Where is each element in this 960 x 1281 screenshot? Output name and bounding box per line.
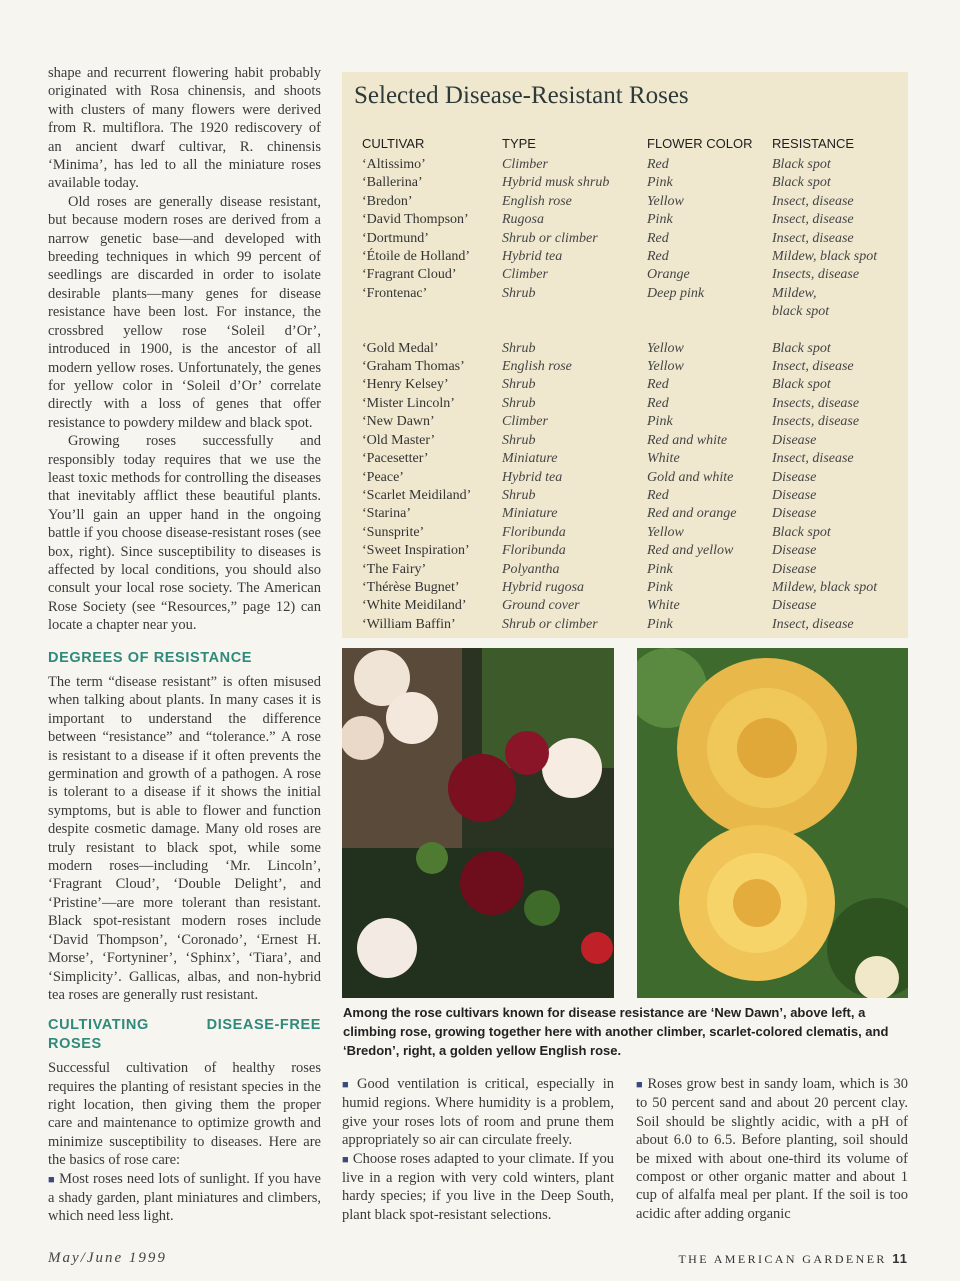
table-row xyxy=(362,230,902,248)
resistance-cell: Disease xyxy=(772,469,817,485)
cultivar-cell: ‘Gold Medal’ xyxy=(362,340,439,356)
resistance-cell: Disease xyxy=(772,432,817,448)
cultivar-cell: ‘White Meidiland’ xyxy=(362,598,467,614)
color-cell: Pink xyxy=(647,414,673,430)
color-cell: Red xyxy=(647,377,669,393)
magazine-name: THE AMERICAN GARDENER xyxy=(678,1252,887,1266)
color-cell: Yellow xyxy=(647,340,684,356)
cultivar-cell: ‘David Thompson’ xyxy=(362,212,469,228)
bullet-text: Roses grow best in sandy loam, which is 30 to 50 percent sand and about 20 percent clay. Soil should be slightly acidic, with a pH of about 6.0 to 6.5. Before planting, soil should be mixed with about one-third its volume of compost or other organic matter and about 1 cup of alfalfa meal per plant. If the soil is too acidic after adding organic xyxy=(636,1076,908,1222)
roses-table xyxy=(362,136,902,634)
cultivar-cell: ‘Graham Thomas’ xyxy=(362,359,465,375)
section-heading-cultivating: CULTIVATING DISEASE-FREE ROSES xyxy=(48,1017,321,1052)
resistance-cell: Insect, disease xyxy=(772,359,854,375)
color-cell: White xyxy=(647,598,680,614)
type-cell: English rose xyxy=(502,193,572,209)
type-cell: Climber xyxy=(502,267,548,283)
table-row xyxy=(362,524,902,542)
color-cell: Pink xyxy=(647,212,673,228)
cultivar-cell: ‘Old Master’ xyxy=(362,432,436,448)
color-cell: Red xyxy=(647,249,669,265)
bullet-paragraph xyxy=(48,1170,321,1226)
bullet-paragraph xyxy=(342,1150,614,1225)
cultivar-cell: ‘Peace’ xyxy=(362,469,404,485)
type-cell: English rose xyxy=(502,359,572,375)
resistance-cell: Mildew, black spot xyxy=(772,579,878,595)
color-cell: Red and yellow xyxy=(647,543,734,559)
cultivar-cell: ‘Sweet Inspiration’ xyxy=(362,543,470,559)
table-row xyxy=(362,358,902,376)
table-header-row xyxy=(362,136,902,156)
bullet-icon: ■ xyxy=(48,1173,56,1186)
type-cell: Floribunda xyxy=(502,524,566,540)
type-cell: Hybrid rugosa xyxy=(502,579,585,595)
table-row xyxy=(362,432,902,450)
column-header: RESISTANCE xyxy=(772,136,855,151)
resistance-cell: Black spot xyxy=(772,340,831,356)
type-cell: Hybrid tea xyxy=(502,469,563,485)
table-row xyxy=(362,211,902,229)
type-cell: Floribunda xyxy=(502,543,566,559)
table-row xyxy=(362,561,902,579)
resistance-line: Mildew, xyxy=(772,285,817,301)
cultivar-cell: ‘Scarlet Meidiland’ xyxy=(362,487,472,503)
table-body-b xyxy=(362,340,902,635)
type-cell: Shrub or climber xyxy=(502,230,598,246)
resistance-cell: Insects, disease xyxy=(772,267,860,283)
color-cell: Red xyxy=(647,157,669,172)
type-cell: Shrub xyxy=(502,432,536,448)
cultivar-cell: ‘Étoile de Holland’ xyxy=(362,249,471,265)
table-row xyxy=(362,340,902,358)
cultivar-cell: ‘Pacesetter’ xyxy=(362,451,429,467)
cultivar-cell: ‘Dortmund’ xyxy=(362,230,429,246)
cultivar-cell: ‘Thérèse Bugnet’ xyxy=(362,579,460,595)
color-cell: Deep pink xyxy=(647,285,705,301)
type-cell: Hybrid tea xyxy=(502,249,563,265)
color-cell: Yellow xyxy=(647,359,684,375)
table-row xyxy=(362,266,902,284)
bullet-text: Most roses need lots of sunlight. If you have a shady garden, plant miniatures and climbers, which need less light. xyxy=(48,1170,321,1225)
resistance-cell: Insect, disease xyxy=(772,193,854,209)
type-cell: Polyantha xyxy=(502,561,560,577)
resistance-cell: Black spot xyxy=(772,175,831,191)
type-cell: Shrub xyxy=(502,395,536,411)
paragraph: The term “disease resistant” is often misused when talking about plants. In many cases it is important to understand the difference between “resistance” and “tolerance.” A rose is resistant to a disease if it often prevents the germination and growth of a pathogen. A rose is tolerant to a disease if it shows the initial symptoms, but is able to flower and function despite cosmetic damage. Many old roses are truly resistant to black spot, while some modern roses—including ‘Mr. Lincoln’, ‘Fragrant Cloud’, ‘Double Delight’, and ‘Pristine’—are more tolerant than resistant. Black spot-resistant modern roses include ‘David Thompson’, ‘Coronado’, ‘Ernest H. Morse’, ‘Fortyniner’, ‘Sphinx’, ‘Tiara’, and ‘Simplicity’. Gallicas, albas, and non-hybrid tea roses are generally rust resistant. xyxy=(48,674,321,1003)
rose-clematis-image xyxy=(342,648,614,998)
cultivar-cell: ‘Frontenac’ xyxy=(362,285,428,301)
cultivar-cell: ‘Ballerina’ xyxy=(362,175,423,191)
page-number: 11 xyxy=(892,1251,908,1266)
resistance-cell: Insects, disease xyxy=(772,395,860,411)
color-cell: White xyxy=(647,451,680,467)
sidebar-title: Selected Disease-Resistant Roses xyxy=(354,82,689,109)
resistance-cell: Insect, disease xyxy=(772,212,854,228)
type-cell: Shrub xyxy=(502,340,536,356)
color-cell: Pink xyxy=(647,616,673,632)
color-cell: Gold and white xyxy=(647,469,734,485)
table-row xyxy=(362,248,902,266)
color-cell: Red xyxy=(647,395,669,411)
table-body-frontenac xyxy=(362,285,902,340)
type-cell: Climber xyxy=(502,414,548,430)
type-cell: Shrub xyxy=(502,285,536,301)
cultivar-cell: ‘The Fairy’ xyxy=(362,561,427,577)
table-row xyxy=(362,285,902,322)
resistance-cell: Insect, disease xyxy=(772,616,854,632)
resistance-cell: Insects, disease xyxy=(772,414,860,430)
bullet-text: Good ventilation is critical, especially in humid regions. Where humidity is a problem, give your roses lots of room and prune them appropriately so air can circulate freely. xyxy=(342,1076,614,1149)
bullet-paragraph xyxy=(342,1075,614,1150)
type-cell: Miniature xyxy=(502,451,558,467)
resistance-cell: Black spot xyxy=(772,157,831,172)
type-cell: Miniature xyxy=(502,506,558,522)
table-row xyxy=(362,450,902,468)
bullet-icon: ■ xyxy=(636,1079,644,1091)
footer-date: May/June 1999 xyxy=(48,1250,167,1266)
table-row xyxy=(362,597,902,615)
table-row xyxy=(362,487,902,505)
bullet-icon: ■ xyxy=(342,1079,354,1091)
cultivar-cell: ‘Starina’ xyxy=(362,506,411,522)
color-cell: Red and orange xyxy=(647,506,737,522)
type-cell: Climber xyxy=(502,157,548,172)
color-cell: Yellow xyxy=(647,193,684,209)
table-row xyxy=(362,579,902,597)
type-cell: Shrub xyxy=(502,487,536,503)
sidebar-box xyxy=(342,72,908,638)
table-row xyxy=(362,395,902,413)
resistance-cell: Mildew, black spot xyxy=(772,249,878,265)
middle-column xyxy=(342,1075,614,1224)
bullet-text: Choose roses adapted to your climate. If you live in a region with very cold winters, plant hardy species; if you live in the Deep South, plant black spot-resistant selections. xyxy=(342,1150,614,1223)
table-row xyxy=(362,376,902,394)
table-row xyxy=(362,469,902,487)
right-column xyxy=(636,1075,908,1223)
color-cell: Red xyxy=(647,487,669,503)
resistance-cell: Disease xyxy=(772,598,817,614)
paragraph: Old roses are generally disease resistant, but because modern roses are derived from a narrow genetic base—and developed with breeding techniques in which 99 percent of seedlings are discarded in order to isolate desirable plants—many genes for disease resistance have been lost. For instance, the crossbred yellow rose ‘Soleil d’Or’, introduced in 1900, is the ancestor of all modern yellow roses. Unfortunately, the genes for yellow color in ‘Soleil d’Or’ correlate directly with a loss of genes that offer resistance to powdery mildew and black spot. xyxy=(48,193,321,431)
color-cell: Yellow xyxy=(647,524,684,540)
cultivar-cell: ‘William Baffin’ xyxy=(362,616,456,632)
table-row xyxy=(362,505,902,523)
table-spacer xyxy=(362,322,902,340)
resistance-cell: Insect, disease xyxy=(772,230,854,246)
resistance-cell: Disease xyxy=(772,543,817,559)
left-column xyxy=(48,64,321,1226)
resistance-cell xyxy=(772,285,902,322)
table-row xyxy=(362,413,902,431)
type-cell: Shrub xyxy=(502,377,536,393)
color-cell: Pink xyxy=(647,561,673,577)
photo-caption: Among the rose cultivars known for disease resistance are ‘New Dawn’, above left, a climbing rose, growing together here with another climber, scarlet-colored clematis, and ‘Bredon’, right, a golden yellow English rose. xyxy=(343,1005,889,1058)
color-cell: Pink xyxy=(647,175,673,191)
cultivar-cell: ‘Mister Lincoln’ xyxy=(362,395,455,411)
type-cell: Hybrid musk shrub xyxy=(502,175,610,191)
column-header: TYPE xyxy=(502,136,536,151)
column-header: FLOWER COLOR xyxy=(647,136,753,151)
section-heading-degrees: DEGREES OF RESISTANCE xyxy=(48,649,253,666)
cultivar-cell: ‘Fragrant Cloud’ xyxy=(362,267,457,283)
color-cell: Red xyxy=(647,230,669,246)
yellow-rose-image xyxy=(637,648,908,998)
column-header: CULTIVAR xyxy=(362,136,425,151)
paragraph: shape and recurrent flowering habit probably originated with Rosa chinensis, and shoots with clusters of many flowers were derived from R. multiflora. The 1920 rediscovery of an ancient dwarf cultivar, R. chinensis ‘Minima’, has led to all the miniature roses available today. xyxy=(48,65,321,192)
cultivar-cell: ‘Bredon’ xyxy=(362,193,413,209)
photo-bredon xyxy=(637,648,908,998)
footer-publication xyxy=(678,1251,908,1267)
table-row xyxy=(362,616,902,634)
cultivar-cell: ‘Henry Kelsey’ xyxy=(362,377,449,393)
color-cell: Orange xyxy=(647,267,690,283)
resistance-cell: Disease xyxy=(772,506,817,522)
paragraph: Successful cultivation of healthy roses requires the planting of resistant species in the right location, then giving them the proper care and maintenance to optimize growth and minimize susceptibility to diseases. Here are the basics of rose care: xyxy=(48,1060,321,1169)
cultivar-cell: ‘Sunsprite’ xyxy=(362,524,425,540)
resistance-cell: Black spot xyxy=(772,524,831,540)
bullet-paragraph xyxy=(636,1075,908,1223)
cultivar-cell: ‘New Dawn’ xyxy=(362,414,435,430)
table-body-a xyxy=(362,156,902,285)
cultivar-cell: ‘Altissimo’ xyxy=(362,157,426,172)
color-cell: Red and white xyxy=(647,432,728,448)
resistance-cell: Insect, disease xyxy=(772,451,854,467)
resistance-line: black spot xyxy=(772,304,830,320)
resistance-cell: Black spot xyxy=(772,377,831,393)
table-row xyxy=(362,156,902,174)
bullet-icon: ■ xyxy=(342,1153,349,1166)
color-cell: Pink xyxy=(647,579,673,595)
type-cell: Shrub or climber xyxy=(502,616,598,632)
table-row xyxy=(362,193,902,211)
table-row xyxy=(362,174,902,192)
paragraph: Growing roses successfully and responsibly today requires that we use the least toxic methods for controlling the diseases that inevitably afflict these beautiful plants. You’ll gain an upper hand in the ongoing battle if you choose disease-resistant roses (see box, right). Since susceptibility to diseases is affected by local conditions, you should also consult your local rose society. The American Rose Society (see “Resources,” page 12) can locate a chapter near you. xyxy=(48,433,321,634)
table-row xyxy=(362,542,902,560)
photo-new-dawn-clematis xyxy=(342,648,614,998)
type-cell: Ground cover xyxy=(502,598,580,614)
resistance-cell: Disease xyxy=(772,561,817,577)
type-cell: Rugosa xyxy=(502,212,544,228)
resistance-cell: Disease xyxy=(772,487,817,503)
